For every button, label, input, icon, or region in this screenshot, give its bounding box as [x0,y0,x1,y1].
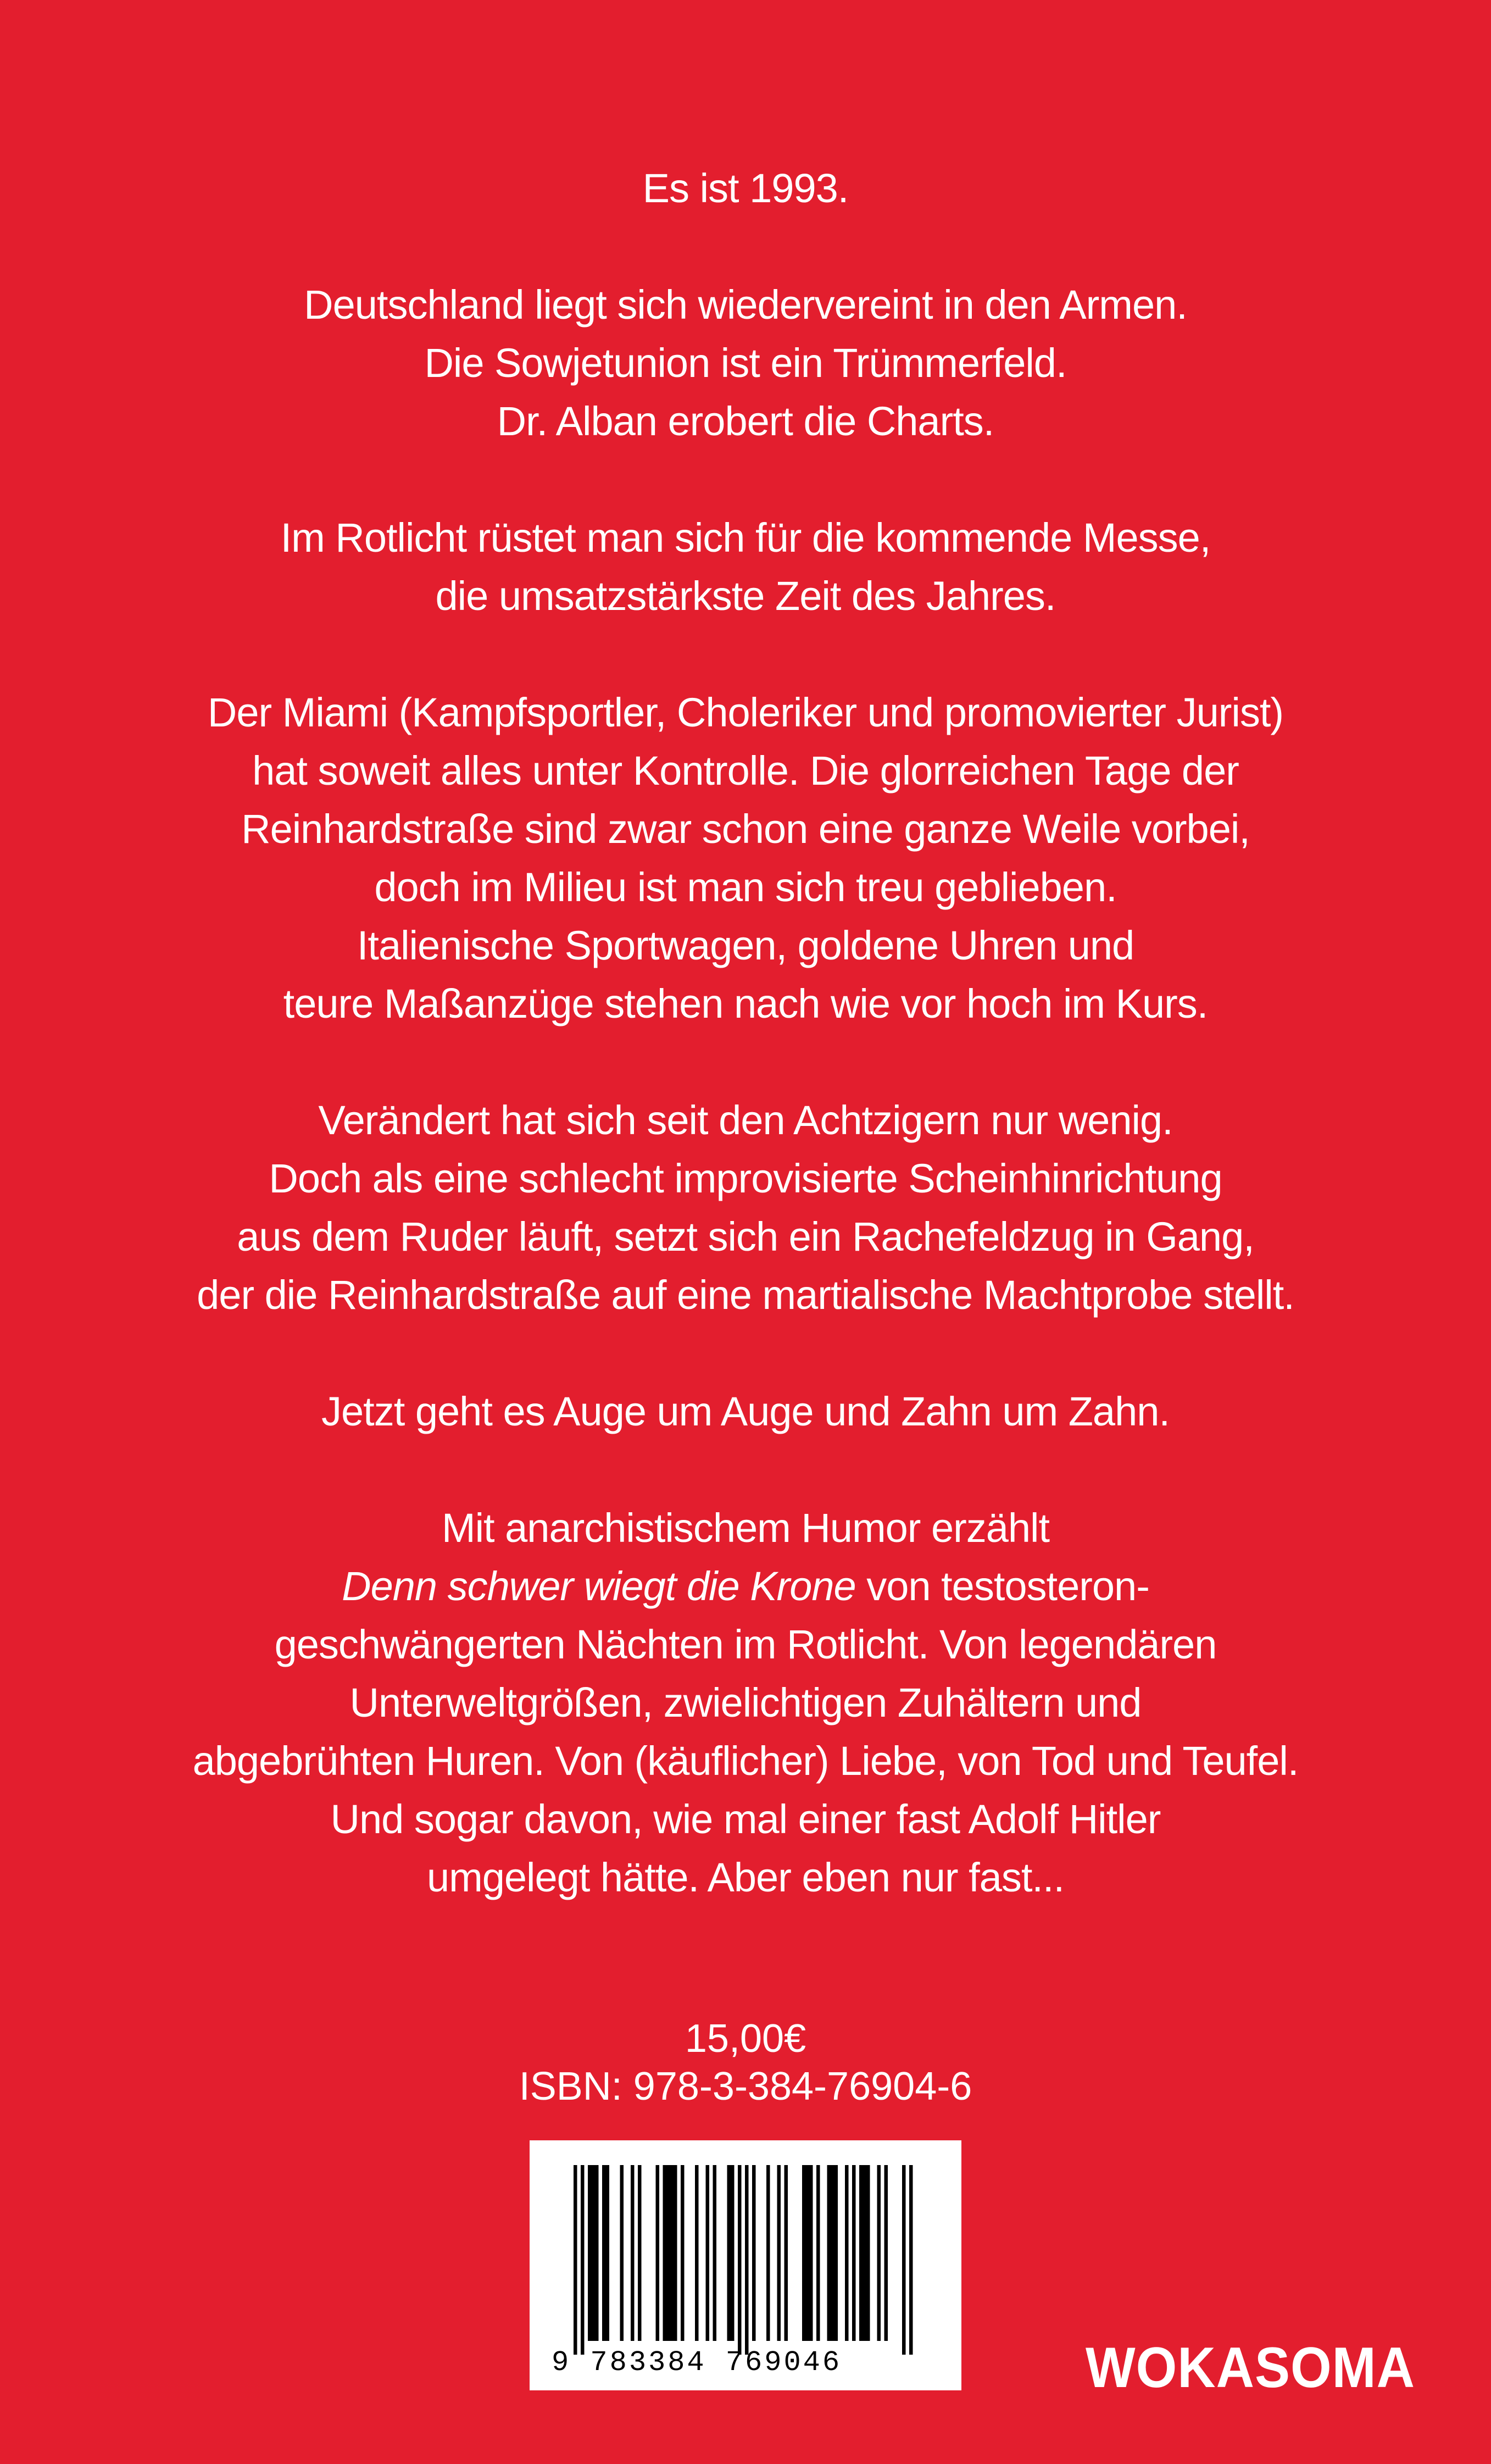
blurb-line: Verändert hat sich seit den Achtzigern nur wenig. [318,1097,1173,1143]
barcode-bar [592,2165,596,2341]
barcode-bar [606,2165,610,2341]
isbn-label: ISBN: 978-3-384-76904-6 [519,2065,972,2108]
blurb-text [0,159,1491,1965]
blurb-line [0,1557,1491,1616]
blurb-line: Mit anarchistischem Humor erzählt [441,1505,1050,1551]
barcode-bar [877,2165,881,2341]
barcode-bar [802,2165,806,2341]
barcode-bar [656,2165,660,2341]
blurb-paragraph-3 [0,509,1491,625]
barcode-bar [745,2165,749,2355]
blurb-paragraph-2 [0,276,1491,451]
barcode-bar [816,2165,820,2341]
barcode-bar [909,2165,913,2355]
barcode-bar [620,2165,624,2341]
blurb-line: Und sogar davon, wie mal einer fast Adolf Hitler [330,1796,1161,1842]
barcode-bar [713,2165,717,2341]
blurb-line: abgebrühten Huren. Von (käuflicher) Liebe, von Tod und Teufel. [192,1738,1299,1784]
blurb-line: Doch als eine schlecht improvisierte Scheinhinrichtung [269,1156,1222,1201]
barcode-bar [827,2165,831,2341]
barcode-bar [695,2165,699,2341]
barcode-bar [731,2165,735,2341]
blurb-line: der die Reinhardstraße auf eine martialische Machtprobe stellt. [197,1272,1294,1318]
barcode-bar [852,2165,856,2341]
blurb-line: Es ist 1993. [642,165,849,211]
barcode-bar [884,2165,888,2341]
barcode-bar [631,2165,635,2341]
barcode-bar [581,2165,585,2355]
blurb-line: Jetzt geht es Auge um Auge und Zahn um Zahn. [321,1389,1170,1434]
barcode-bar [752,2165,756,2341]
barcode-bar [866,2165,870,2341]
blurb-line: Deutschland liegt sich wiedervereint in den Armen. [304,282,1187,328]
barcode-bar [766,2165,770,2341]
barcode-digits: 9 783384 769046 [552,2346,842,2379]
barcode-bar [638,2165,642,2341]
blurb-paragraph-5 [0,1091,1491,1324]
blurb-line: die umsatzstärkste Zeit des Jahres. [435,573,1056,619]
blurb-paragraph-4 [0,684,1491,1033]
blurb-line: geschwängerten Nächten im Rotlicht. Von legendären [274,1622,1217,1667]
barcode-bar [666,2165,670,2341]
price-label: 15,00€ [685,2017,806,2061]
barcode-bar [663,2165,667,2341]
barcode-bar [674,2165,677,2341]
blurb-line: Unterweltgrößen, zwielichtigen Zuhältern und [349,1680,1142,1725]
blurb-line: Der Miami (Kampfsportler, Choleriker und promovierter Jurist) [207,690,1284,735]
barcode-bar [785,2165,788,2341]
barcode-bar [681,2165,685,2341]
barcode-bar [831,2165,834,2341]
barcode-bar [777,2165,781,2341]
blurb-line: doch im Milieu ist man sich treu geblieben. [374,864,1117,910]
barcode-bar [845,2165,849,2341]
blurb-line: Im Rotlicht rüstet man sich für die kommende Messe, [280,515,1211,560]
blurb-line-rest: von testosteron- [855,1563,1149,1609]
barcode-bar [588,2165,592,2341]
blurb-line: Die Sowjetunion ist ein Trümmerfeld. [424,340,1067,386]
blurb-paragraph-7 [0,1499,1491,1907]
barcode-bar [727,2165,731,2341]
blurb-line: umgelegt hätte. Aber eben nur fast... [426,1855,1065,1900]
barcode-bar [834,2165,838,2341]
barcode-bar [806,2165,810,2341]
blurb-line: Italienische Sportwagen, goldene Uhren und [357,923,1134,968]
barcode-bar [595,2165,599,2341]
barcode-bar [706,2165,710,2341]
barcode-bar [670,2165,674,2341]
barcode-bar [863,2165,867,2341]
blurb-line: teure Maßanzüge stehen nach wie vor hoch im Kurs. [283,981,1208,1026]
barcode [530,2140,961,2390]
blurb-line: Reinhardstraße sind zwar schon eine ganze Weile vorbei, [241,806,1250,852]
blurb-paragraph-6 [0,1383,1491,1441]
barcode-bar [738,2165,742,2355]
book-title-italic: Denn schwer wiegt die Krone [342,1563,856,1609]
barcode-bar [859,2165,863,2341]
publisher-logo: WOKASOMA [1086,2336,1415,2400]
blurb-line: Dr. Alban erobert die Charts. [497,398,994,444]
barcode-bar [574,2165,577,2355]
blurb-paragraph-1 [0,159,1491,218]
barcode-bar [902,2165,906,2355]
blurb-line: aus dem Ruder läuft, setzt sich ein Rachefeldzug in Gang, [237,1214,1254,1259]
barcode-bar [602,2165,606,2341]
blurb-line: hat soweit alles unter Kontrolle. Die glorreichen Tage der [252,748,1239,793]
barcode-bar [809,2165,813,2341]
